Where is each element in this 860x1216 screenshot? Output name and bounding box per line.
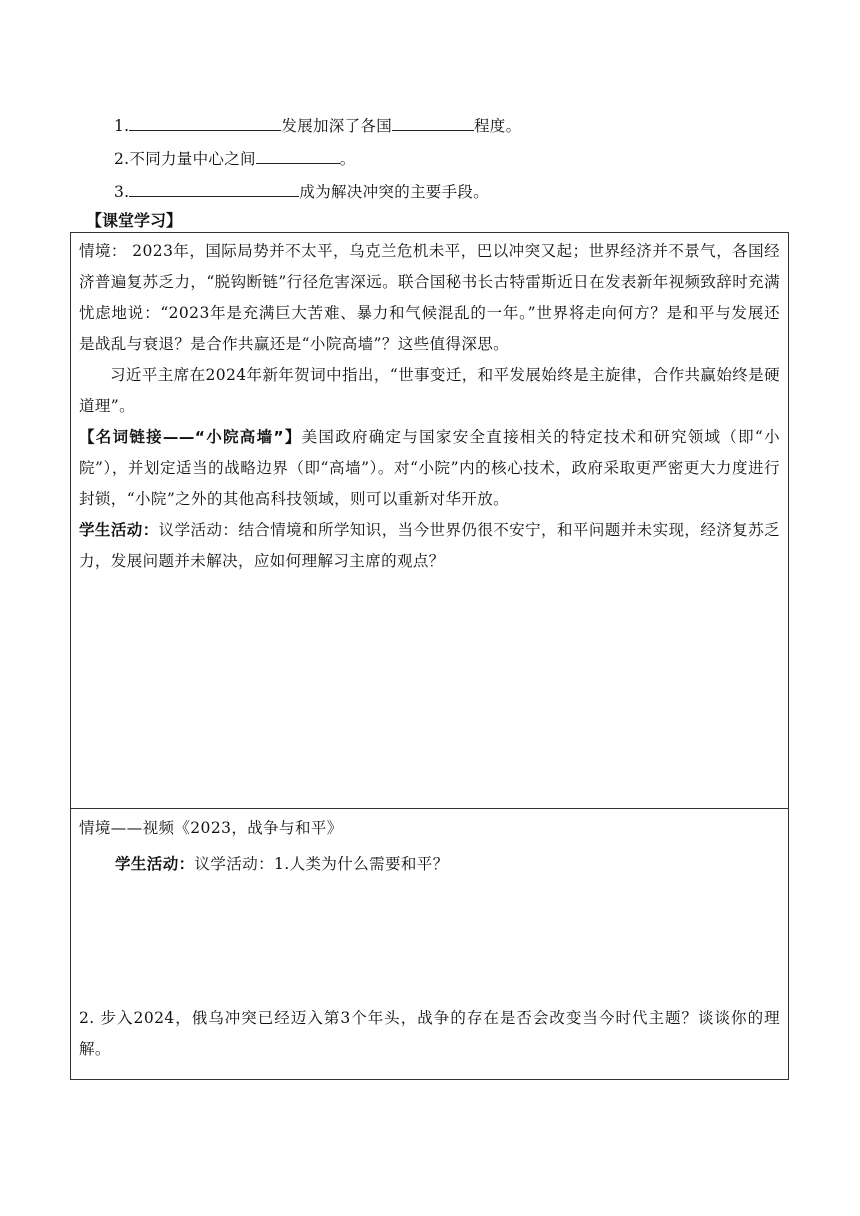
answer-blank[interactable] (256, 148, 340, 164)
student-activity-label: 学生活动： (115, 855, 195, 873)
term-link-text: 美国政府确定与国家安全直接相关的特定技术和研究领域（即“小院”），并划定适当的战略边界（即“高墙”）。对“小院”内的核心技术，政府采取更严密更大力度进行封锁，“小院”之外的其他高科技领域，则可以重新对华开放。 (79, 428, 780, 508)
classroom-box-2 (70, 808, 789, 1080)
section-title: 【课堂学习】 (86, 211, 183, 230)
question-1: 议学活动：1.人类为什么需要和平？ (194, 855, 449, 873)
term-link-paragraph (79, 422, 780, 515)
student-activity-2 (115, 849, 780, 880)
answer-area[interactable] (71, 884, 788, 984)
fill-line-1-number: 1. (114, 117, 130, 135)
fill-line-2 (114, 147, 356, 169)
student-activity-label: 学生活动： (79, 521, 159, 539)
fill-line-1 (114, 114, 521, 136)
context-paragraph: 情境： 2023年，国际局势并不太平，乌克兰危机未平，巴以冲突又起；世界经济并不景气，各国经济普遍复苏乏力，“脱钩断链”行径危害深远。联合国秘书长古特雷斯近日在发表新年视频致辞时充满忧虑地说：“2023年是充满巨大苦难、暴力和气候混乱的一年。”世界将走向何方？是和平与发展还是战乱与衰退？是合作共赢还是“小院高墙”？这些值得深思。 (79, 242, 780, 353)
fill-line-2-end: 。 (339, 150, 356, 168)
fill-line-3-end: 成为解决冲突的主要手段。 (299, 183, 489, 201)
fill-line-3-number: 3. (114, 183, 130, 201)
quote-paragraph: 习近平主席在2024年新年贺词中指出，“世事变迁，和平发展始终是主旋律，合作共赢始终是硬道理”。 (79, 366, 780, 415)
term-link-label: 【名词链接——“小院高墙”】 (79, 428, 302, 446)
fill-line-1-end: 程度。 (474, 117, 522, 135)
fill-line-2-text: 不同力量中心之间 (129, 150, 256, 168)
answer-blank[interactable] (129, 115, 281, 131)
video-context-title: 情境——视频《2023，战争与和平》 (79, 819, 343, 837)
question-2: 2. 步入2024，俄乌冲突已经迈入第3个年头，战争的存在是否会改变当今时代主题？谈谈你的理解。 (79, 1009, 780, 1058)
fill-line-3 (114, 180, 489, 202)
student-activity-text: 议学活动：结合情境和所学知识，当今世界仍很不安宁，和平问题并未实现，经济复苏乏力，发展问题并未解决，应如何理解习主席的观点？ (79, 521, 780, 570)
answer-blank[interactable] (392, 115, 474, 131)
fill-line-2-number: 2. (114, 150, 130, 168)
student-activity (79, 515, 780, 577)
answer-blank[interactable] (129, 181, 299, 197)
fill-line-1-text: 发展加深了各国 (281, 117, 392, 135)
classroom-box-1 (70, 232, 789, 809)
answer-area[interactable] (71, 583, 788, 808)
